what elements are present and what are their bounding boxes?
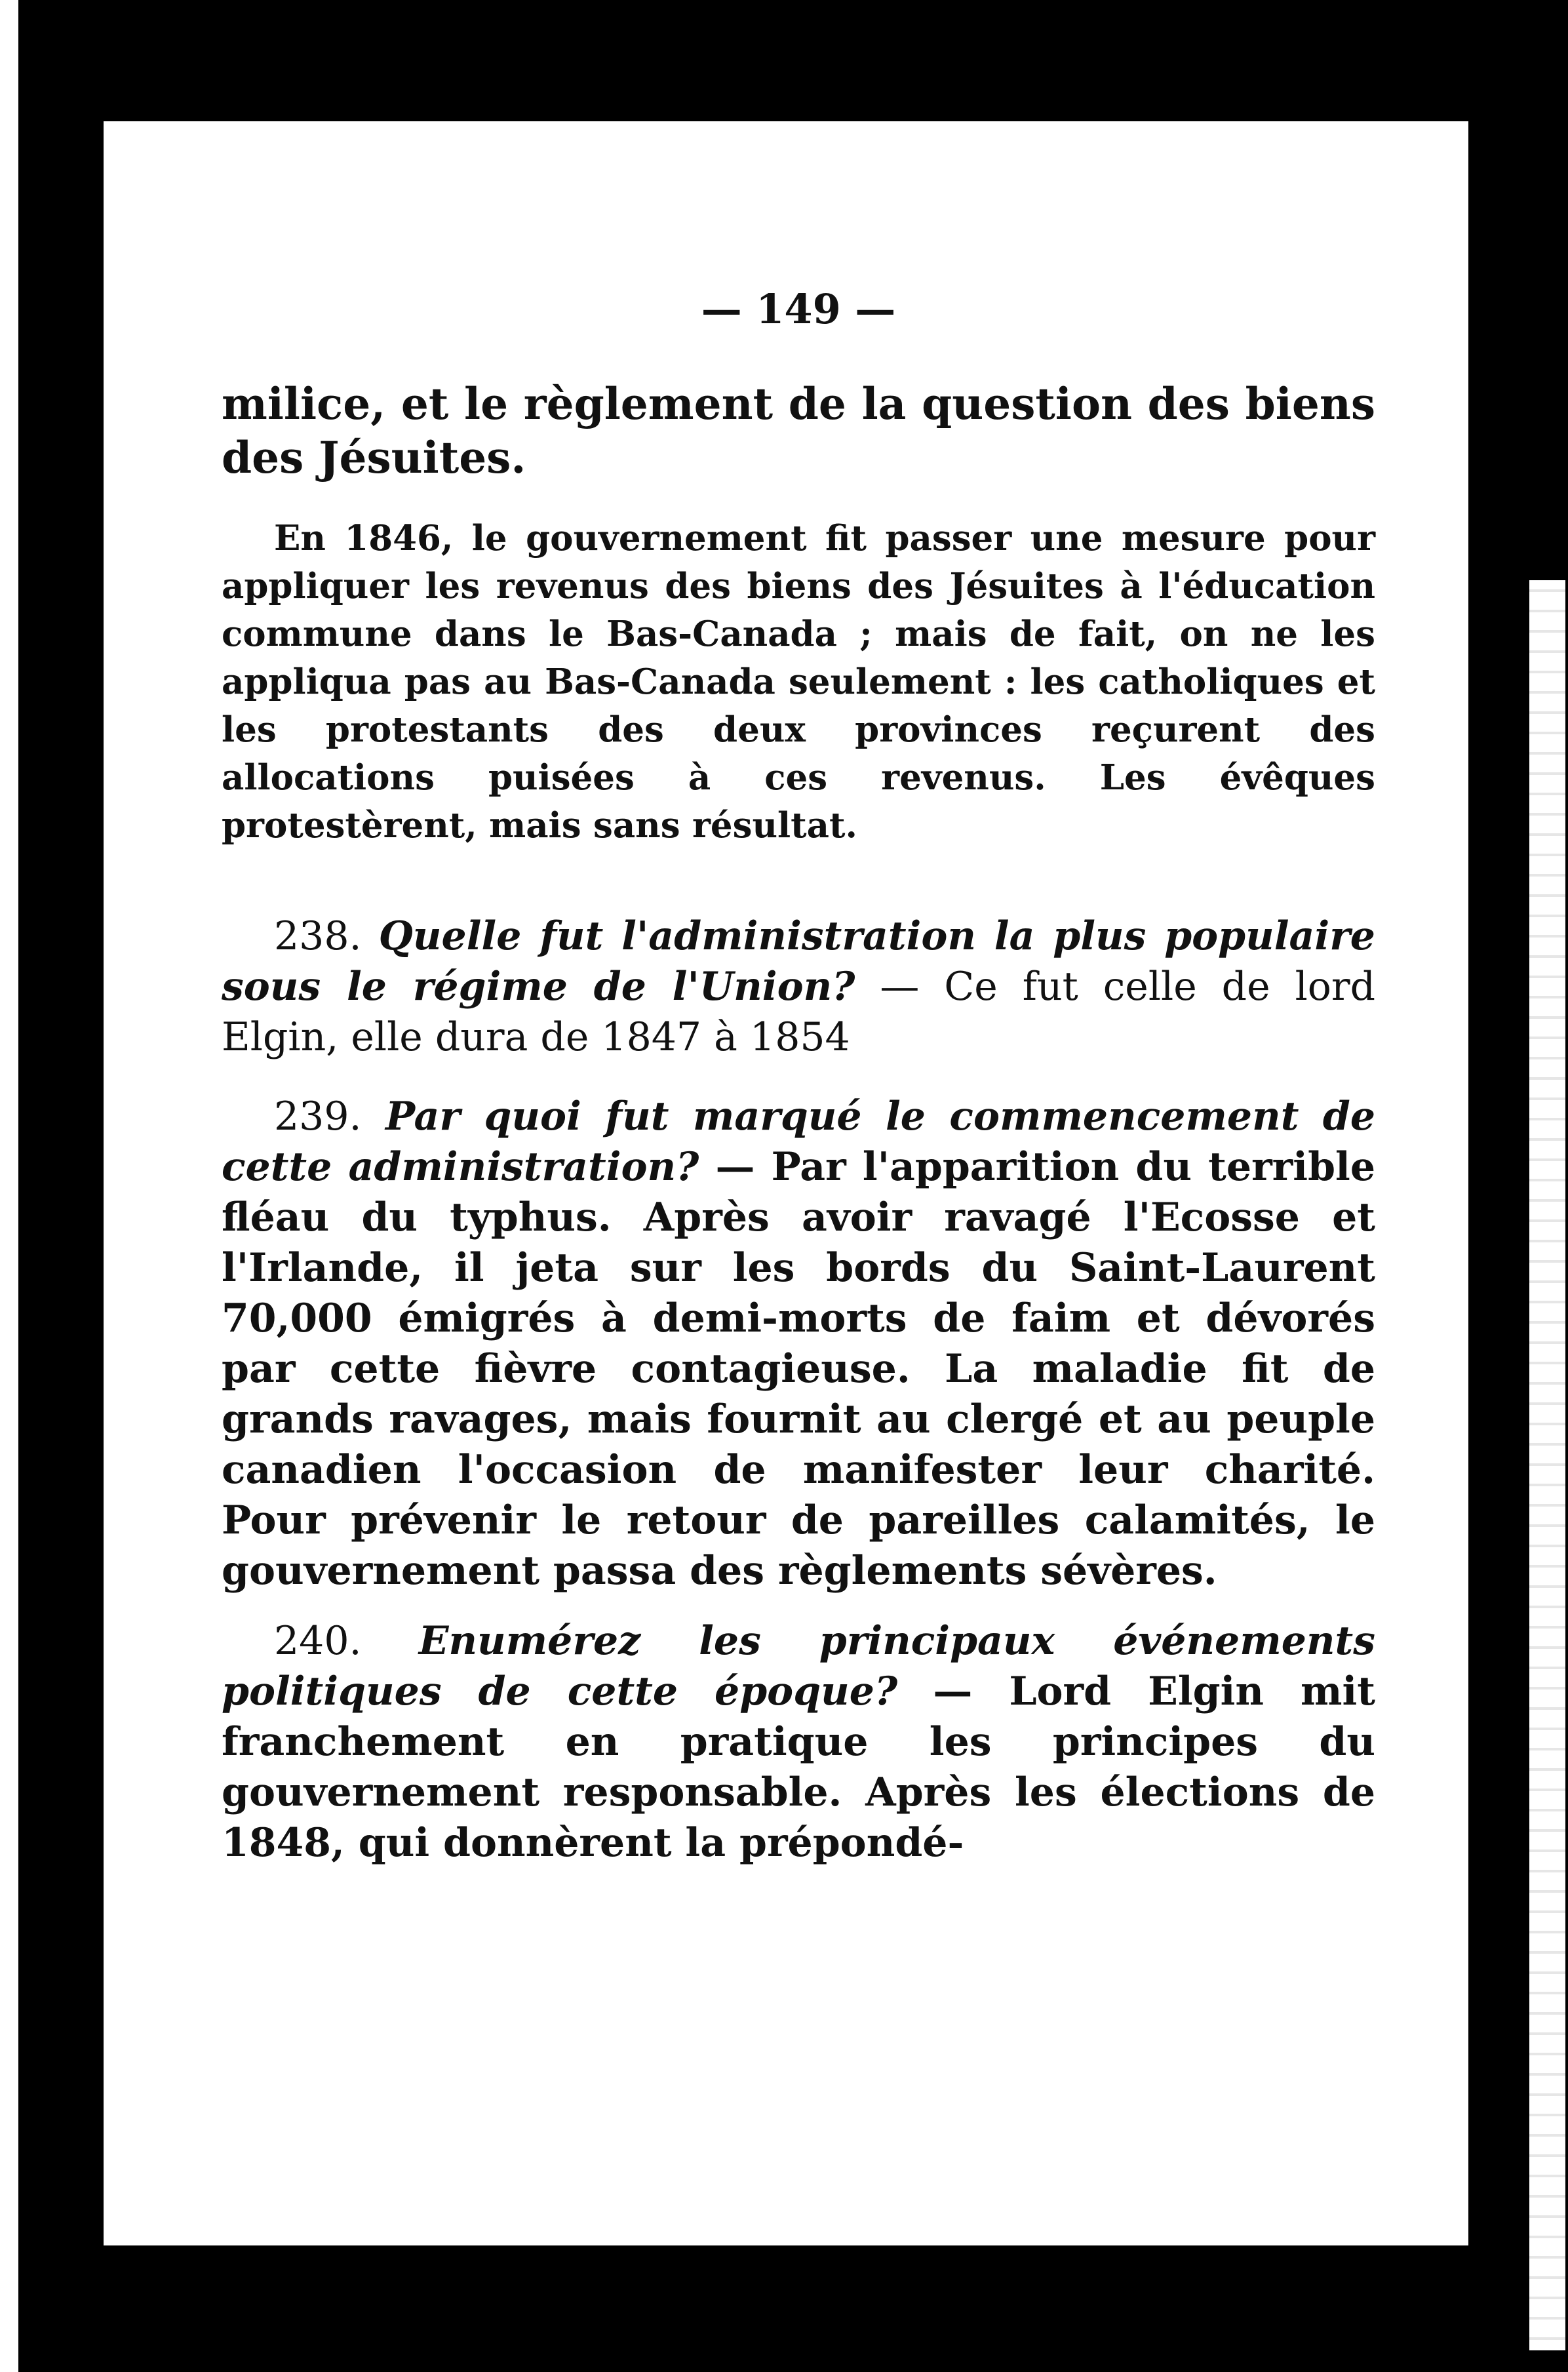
page-edge — [1529, 580, 1565, 2350]
paragraph-intro: milice, et le règlement de la question des biens des Jésuites. — [222, 378, 1375, 483]
question-text: Quelle fut l'administration la plus populaire sous le régime de l'Union? — [222, 913, 1375, 1010]
answer-text: — Par l'apparition du terrible fléau du typhus. Après avoir ravagé l'Ecosse et l'Irlande, il jeta sur les bords du Saint-Laurent 70,000 émigrés à demi-morts de faim et dévorés par cette fièvre contagieuse. La maladie fit de grands ravages, mais fournit au clergé et au peuple canadien l'occasion de manifester leur charité. Pour prévenir le retour de pareilles calamités, le gouvernement passa des règlements sévères. — [222, 1144, 1376, 1594]
question-number: 238. — [274, 913, 362, 959]
answer-text: — Lord Elgin mit franchement en pratique les principes du gouvernement responsable. Après les élections de 1848, qui donnèrent la prépondé- — [222, 1669, 1375, 1866]
question-239 — [222, 1092, 1375, 1596]
paragraph-1846: En 1846, le gouvernement fit passer une mesure pour appliquer les revenus des biens des Jésuites à l'éducation commune dans le Bas-Canada ; mais de fait, on ne les appliqua pas au Bas-Canada seulement : les catholiques et les protestants des deux provinces reçurent des allocations puisées à ces revenus. Les évêques protestèrent, mais sans résultat. — [222, 518, 1375, 846]
question-number: 239. — [274, 1094, 362, 1139]
question-text: Par quoi fut marqué le commencement de cette administration? — [222, 1094, 1375, 1190]
question-number: 240. — [274, 1618, 362, 1664]
question-238 — [222, 911, 1375, 1063]
book-page — [104, 121, 1468, 2245]
question-240 — [222, 1616, 1375, 1868]
answer-text: — Ce fut celle de lord Elgin, elle dura de 1847 à 1854 — [222, 964, 1375, 1060]
question-text: Enumérez les principaux événements politiques de cette époque? — [222, 1618, 1375, 1714]
page-number: — 149 — — [701, 285, 896, 333]
scan-border-left — [0, 0, 18, 2372]
